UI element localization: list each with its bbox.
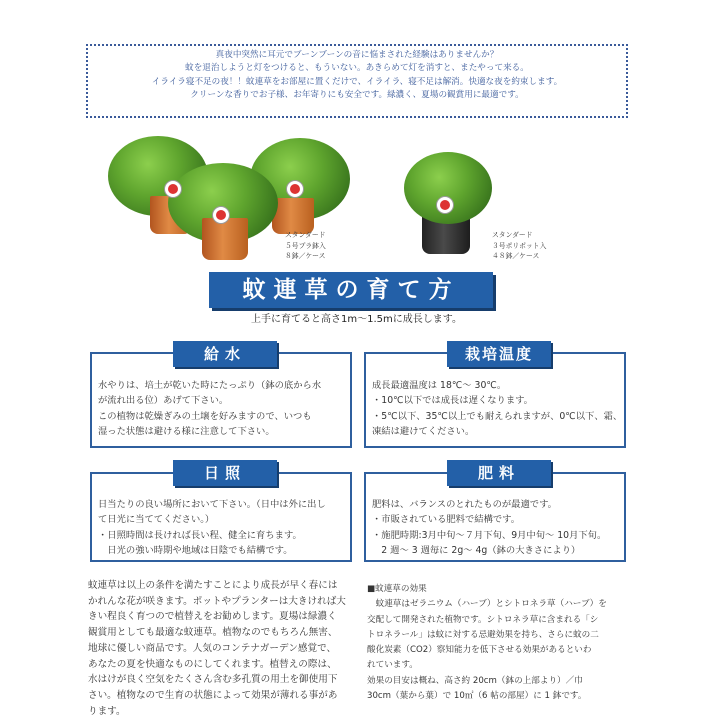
sunlight-text: 日当たりの良い場所において下さい。（日中は外に出し て日光に当ててください。） ・日照時間は長ければ長い程、健全に育ちます。 日光の強い時期や地域は日陰でも結構です。 xyxy=(98,499,326,557)
product-tag-icon xyxy=(212,206,230,224)
intro-line: 蚊を退治しようと灯をつけると、もういない。あきらめて灯を消すと、またやって来る。 xyxy=(185,63,529,74)
effect-heading: ■蚊連草の効果 xyxy=(367,584,427,594)
subtitle: 上手に育てると高さ1m〜1.5mに成長します。 xyxy=(251,314,462,325)
fertilizer-text: 肥料は、バランスのとれたものが最適です。 ・市販されている肥料で結構です。 ・施肥時期:3月中旬〜７月下旬、9月中旬〜 10月下旬。 2 週〜 3 週毎に 2g〜 4g（鉢の大きさにより） xyxy=(372,499,607,557)
temperature-title: 栽培温度 xyxy=(447,341,551,367)
product-photo-black-pot xyxy=(402,150,497,255)
product-tag-icon xyxy=(436,196,454,214)
watering-text: 水やりは、培土が乾いた時にたっぷり（鉢の底から水 が流れ出る位）あげて下さい。 この植物は乾燥ぎみの土壌を好みますので、いつも 湿った状態は避ける様に注意して下さい。 xyxy=(98,380,322,438)
effect-section: ■蚊連草の効果 蚊連草はゼラニウム（ハーブ）とシトロネラ草（ハーブ）を 交配して開発された植物です。シトロネラ草に含まれる「シ トロネラール」は蚊に対する忌避効果を持ち、さらに蚊の二 酸化炭素（CO2）察知能力を低下させる効果があるといわ れています。 効果の目安は概ね、高さ約 20cm（鉢の上部より）／巾 30cm（葉から葉）で 10㎡（6 帖の部屋）に 1 鉢です。 xyxy=(367,584,607,702)
watering-title: 給水 xyxy=(173,341,277,367)
product-tag-icon xyxy=(286,180,304,198)
sunlight-title: 日照 xyxy=(173,460,277,486)
intro-line: クリーンな香りでお子様、お年寄りにも安全です。緑濃く、夏場の観賞用に最適です。 xyxy=(190,90,524,101)
intro-line: 真夜中突然に耳元でブーンブーンの音に悩まされた経験はありませんか？ xyxy=(215,50,499,60)
product-caption-standard-3: スタンダード ３号ポリポット入 ４８鉢／ケース xyxy=(492,231,547,260)
product-tag-icon xyxy=(164,180,182,198)
intro-box xyxy=(86,44,628,118)
intro-line: イライラ寝不足の夜！！蚊連草をお部屋に置くだけで、イライラ、寝不足は解消。快適な夜を約束します。 xyxy=(151,76,563,87)
temperature-text: 成長最適温度は 18℃〜 30℃。 ・10℃以下では成長は遅くなります。 ・5℃以下、35℃以上でも耐えられますが、0℃以下、霜、 凍結は避けてください。 xyxy=(372,380,623,438)
main-title: 蚊連草の育て方 xyxy=(209,272,493,308)
product-caption-standard-5: スタンダード ５号プラ鉢入 ８鉢／ケース xyxy=(285,231,326,260)
fertilizer-title: 肥料 xyxy=(447,460,551,486)
description-paragraph: 蚊連草は以上の条件を満たすことにより成長が早く春には かれんな花が咲きます。ポットやプランターは大きければ大 きい程良く育つので植替えをお勧めします。夏場は緑濃く 観賞用としても最適な蚊連草。植物なのでもちろん無害、 地球に優しい商品です。人気のコンテナガーデン感覚で、 あなたの夏を快適なものにしてくれます。植替えの際は、 水はけが良く空気をたくさん含む多孔質の用土を御使用下 さい。植物なので生育の状態によって効果が薄れる事があ ります。 xyxy=(88,580,346,717)
